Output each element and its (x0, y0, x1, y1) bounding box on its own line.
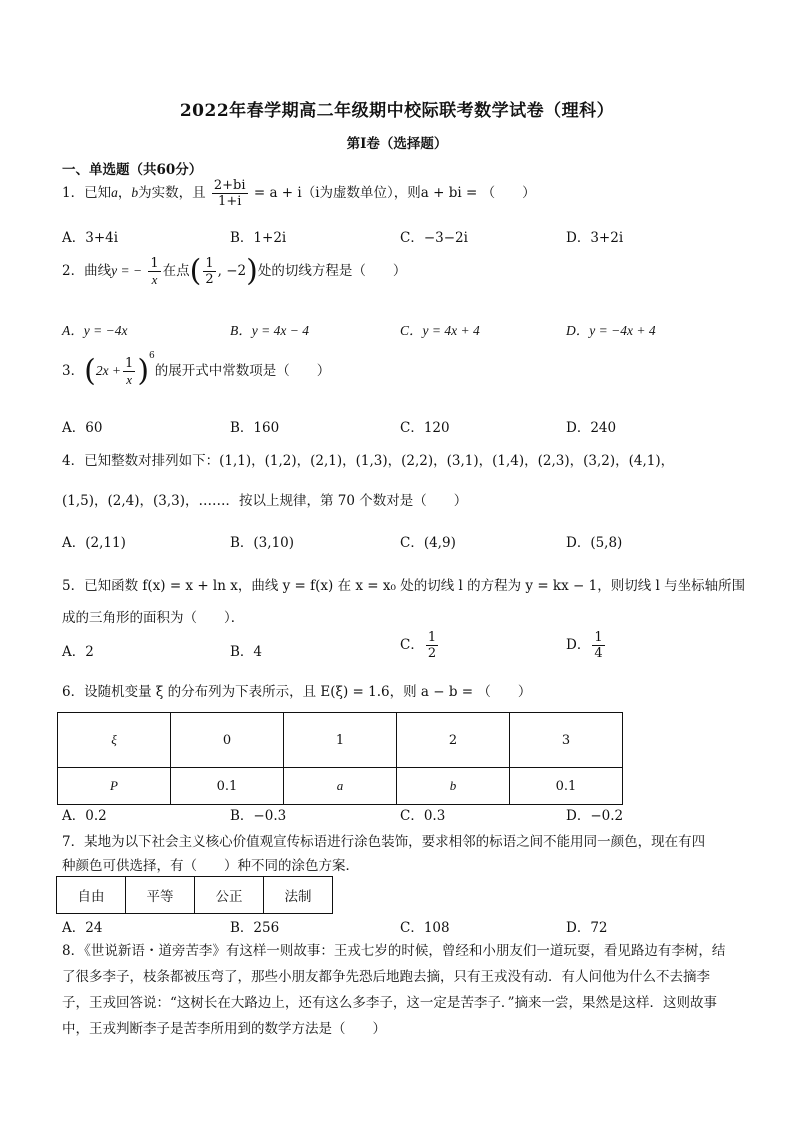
table-cell: 3 (510, 713, 623, 768)
table-cell: 0 (171, 713, 284, 768)
q4-option-c: C．(4,9) (400, 535, 456, 551)
q2-option-a: A．y = −4x (62, 323, 128, 338)
slogan-table (56, 876, 333, 914)
q3-tail: 的展开式中常数项是（ ） (154, 363, 331, 379)
question-2: 2．曲线y = − $\frac{1}{x}$ 在点( $\frac{1}{2}$ , −2)处的切线方程是（ ） (62, 253, 407, 289)
table-cell: ξ (58, 713, 171, 768)
q6-option-a: A．0.2 (62, 808, 107, 824)
table-cell: a (284, 768, 397, 805)
q3-option-a: A．60 (62, 420, 103, 436)
question-4-line-1: 4．已知整数对排列如下：(1,1)，(1,2)，(2,1)，(1,3)，(2,2)，(3,1)，(1,4)，(2,3)，(3,2)，(4,1)， (62, 453, 675, 469)
q5-option-b: B．4 (230, 644, 263, 660)
q5-option-d-fraction (592, 630, 604, 661)
q4-option-b: B．(3,10) (230, 535, 295, 551)
q2-option-b: B．y = 4x − 4 (230, 323, 309, 338)
q6-option-d: D．−0.2 (566, 808, 624, 824)
q2-point-den: 2 (205, 272, 214, 287)
question-3: 3．(2x + $\frac{1}{x}$ )$^6$的展开式中常数项是（ ） (62, 350, 331, 389)
q5-option-c-fraction (426, 630, 438, 661)
exam-subtitle: 第Ⅰ卷（选择题） (346, 136, 448, 152)
table-cell: 0.1 (510, 768, 623, 805)
table-cell: b (397, 768, 510, 805)
q2-prefix: 2．曲线 (62, 263, 112, 279)
q7-option-c: C．108 (400, 920, 450, 936)
question-8: 8．《世说新语・道旁苦李》有这样一则故事：王戎七岁的时候，曾经和小朋友们一道玩耍，看见路边有李树，结了很多李子，枝条都被压弯了，那些小朋友都争先恐后地跑去摘，只有王戎没有动．有人问他为什么不去摘李子，王戎回答说：“这树长在大路边上，还有这么多李子，这一定是苦李子．”摘来一尝，果然是这样．这则故事中，王戎判断李子是苦李所用到的数学方法是（ ） (62, 943, 726, 1037)
slogan-cell: 公正 (195, 877, 264, 914)
question-1 (62, 178, 536, 209)
slogan-cell: 法制 (264, 877, 333, 914)
q2-curve: y = − (111, 263, 143, 278)
q4-option-a: A．(2,11) (62, 535, 126, 551)
q2-option-c: C．y = 4x + 4 (400, 323, 480, 338)
question-6: 6．设随机变量 ξ 的分布列为下表所示，且 E(ξ) = 1.6，则 a − b = （ ） (62, 684, 532, 700)
question-7-line-1: 7．某地为以下社会主义核心价值观宣传标语进行涂色装饰，要求相邻的标语之间不能用同一颜色，现在有四 (62, 834, 706, 850)
q2-point-num: 1 (205, 256, 214, 271)
q3-option-c: C．120 (400, 420, 450, 436)
q1-var-a: a (111, 185, 118, 200)
q2-option-d: D．y = −4x + 4 (566, 323, 656, 338)
q7-option-a: A．24 (62, 920, 103, 936)
q3-option-d: D．240 (566, 420, 617, 436)
table-cell: P (58, 768, 171, 805)
q3-fraction (123, 356, 135, 387)
q1-ask: a + bi = （ ） (420, 185, 536, 201)
q5-option-d (566, 630, 607, 661)
section-heading: 一、单选题（共60分） (62, 162, 203, 178)
q5-option-c-label: C． (400, 637, 424, 653)
exam-title: 2022年春学期高二年级期中校际联考数学试卷（理科） (179, 101, 615, 121)
q1-option-c: C．−3−2i (400, 230, 468, 246)
q1-comma: ， (117, 185, 132, 201)
q5-option-c-num: 1 (427, 630, 437, 645)
q4-option-d: D．(5,8) (566, 535, 623, 551)
distribution-table (57, 712, 623, 805)
q2-mid: 在点 (162, 263, 190, 279)
q3-option-b: B．160 (230, 420, 280, 436)
q5-option-c (400, 630, 440, 661)
q3-frac-den: x (126, 372, 133, 387)
q5-option-d-num: 1 (594, 630, 603, 645)
q1-prefix: 1．已知 (62, 185, 112, 201)
q3-frac-num: 1 (125, 356, 134, 371)
q1-var-b: b (131, 185, 139, 200)
table-cell: 0.1 (171, 768, 284, 805)
question-5-line-2: 成的三角形的面积为（ ）． (62, 610, 245, 626)
table-cell: 1 (284, 713, 397, 768)
question-7-line-2: 种颜色可供选择，有（ ）种不同的涂色方案． (62, 858, 359, 874)
q2-point-tail: , −2 (217, 263, 247, 279)
table-cell: 2 (397, 713, 510, 768)
slogan-cell: 自由 (57, 877, 126, 914)
q1-frac-num: 2+bi (213, 178, 246, 193)
q5-option-d-label: D． (566, 637, 591, 653)
q3-power: 6 (149, 350, 155, 361)
q2-point-fraction (203, 256, 215, 287)
q5-option-a: A．2 (62, 644, 94, 660)
table-row (58, 768, 623, 805)
q7-option-b: B．256 (230, 920, 280, 936)
q6-option-b: B．−0.3 (230, 808, 287, 824)
table-row (57, 877, 333, 914)
q5-option-d-den: 4 (594, 646, 603, 661)
slogan-cell: 平等 (126, 877, 195, 914)
q2-tail: 处的切线方程是（ ） (257, 263, 407, 279)
q7-option-d: D．72 (566, 920, 608, 936)
q2-frac-num: 1 (150, 256, 159, 271)
q2-frac-den: x (151, 272, 158, 287)
q3-expr-head: 2x + (95, 363, 122, 378)
q3-prefix: 3． (62, 363, 85, 379)
q1-option-b: B．1+2i (230, 230, 287, 246)
q5-option-c-den: 2 (427, 646, 437, 661)
q1-option-a: A．3+4i (62, 230, 119, 246)
q1-fraction (212, 178, 248, 209)
q1-frac-den: 1+i (218, 194, 242, 209)
q1-eq: = a + i（i为虚数单位），则 (253, 185, 421, 201)
question-5-line-1: 5．已知函数 f(x) = x + ln x，曲线 y = f(x) 在 x = x₀ 处的切线 l 的方程为 y = kx − 1，则切线 l 与坐标轴所围 (62, 578, 746, 594)
q6-option-c: C．0.3 (400, 808, 446, 824)
q1-mid: 为实数，且 (138, 185, 206, 201)
q1-option-d: D．3+2i (566, 230, 624, 246)
q2-fraction (148, 256, 160, 287)
table-row (58, 713, 623, 768)
question-4-line-2: (1,5)，(2,4)，(3,3)，……．按以上规律，第 70 个数对是（ ） (62, 493, 468, 509)
